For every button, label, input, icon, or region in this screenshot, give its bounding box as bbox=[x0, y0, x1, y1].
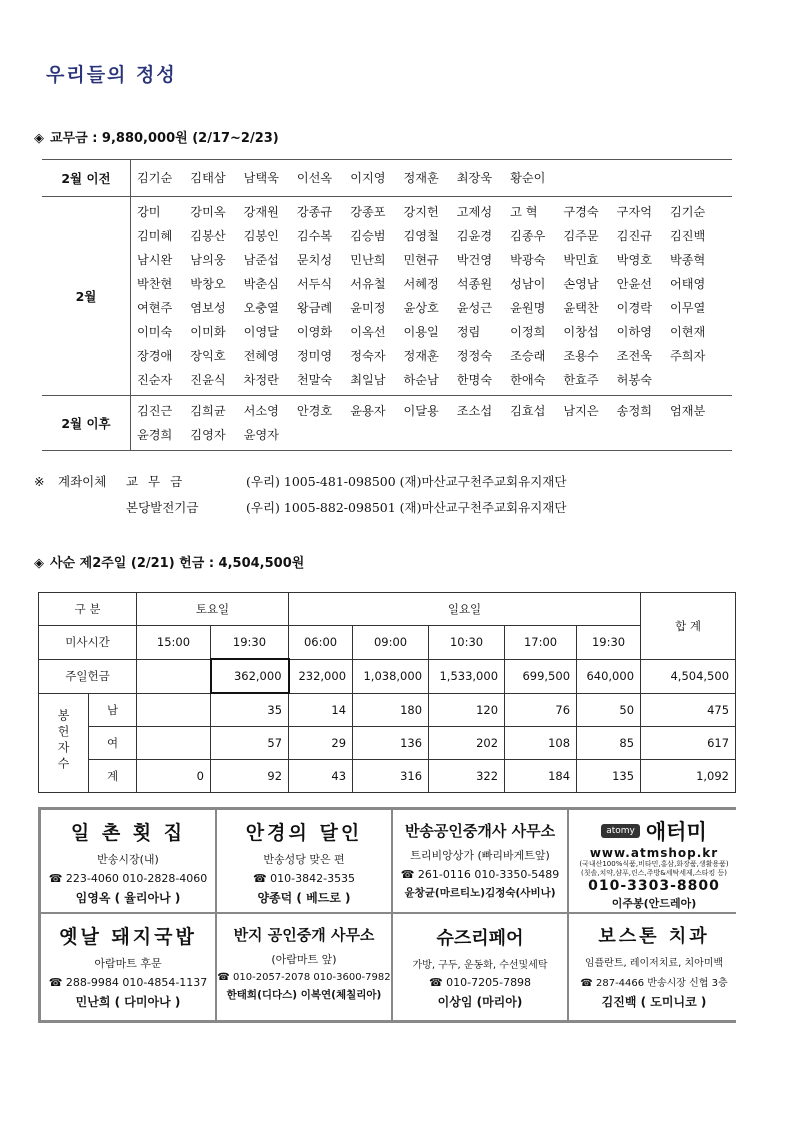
donor-name: 이달용 bbox=[403, 404, 439, 418]
donor-name: 한효주 bbox=[563, 373, 599, 387]
donor-name: 조소섭 bbox=[456, 404, 493, 418]
donor-name: 김기순 bbox=[137, 171, 173, 185]
ad-sub: 반송성당 맞은 편 bbox=[263, 853, 345, 866]
dues-names-table bbox=[42, 159, 732, 451]
ad-tel: ☎ 287-4466 반송시장 신협 3층 bbox=[580, 978, 728, 989]
time-cell: 15:00 bbox=[137, 626, 211, 660]
donor-name: 김진근 bbox=[137, 404, 173, 418]
value-cell: 108 bbox=[505, 727, 577, 760]
donor-name: 이지영 bbox=[350, 171, 386, 185]
value-cell: 184 bbox=[505, 760, 577, 793]
ad-name: 반지 공인중개 사무소 bbox=[233, 926, 375, 944]
ad-tel: ☎ 288-9984 010-4854-1137 bbox=[48, 976, 208, 989]
donor-name: 강종포 bbox=[350, 205, 386, 219]
ad-sub: 가방, 구두, 운동화, 수선및세탁 bbox=[412, 960, 548, 971]
donor-name: 김주문 bbox=[563, 229, 599, 243]
donor-name: 윤경희 bbox=[137, 428, 173, 442]
donor-name: 왕금례 bbox=[296, 301, 333, 315]
time-cell: 17:00 bbox=[505, 626, 577, 660]
atomy-logo bbox=[569, 816, 739, 846]
donor-name: 여현주 bbox=[137, 301, 173, 315]
value-cell: 322 bbox=[429, 760, 505, 793]
ad-name: 옛날 돼지국밥 bbox=[59, 926, 197, 948]
donor-name: 석종원 bbox=[456, 277, 493, 291]
donor-name: 강미옥 bbox=[190, 205, 226, 219]
total-header: 합 계 bbox=[641, 593, 736, 660]
donor-name: 서혜정 bbox=[403, 277, 439, 291]
donor-name: 김기순 bbox=[669, 205, 706, 219]
donor-name: 김영자 bbox=[190, 428, 226, 442]
donor-name: 손영남 bbox=[563, 277, 599, 291]
donor-name: 김봉산 bbox=[190, 229, 226, 243]
names-list bbox=[131, 160, 733, 197]
value-cell: 136 bbox=[353, 727, 429, 760]
ad-name: 반송공인중개사 사무소 bbox=[404, 822, 556, 840]
row-label: 2월 bbox=[42, 197, 131, 396]
donor-name: 정림 bbox=[456, 325, 481, 339]
sunday-header: 일요일 bbox=[289, 593, 641, 626]
value-cell: 43 bbox=[289, 760, 353, 793]
donor-name: 김영철 bbox=[403, 229, 439, 243]
table-row bbox=[42, 160, 732, 197]
ad-sub: 반송시장(내) bbox=[97, 853, 159, 866]
donor-name: 이미화 bbox=[190, 325, 226, 339]
donor-name: 박광숙 bbox=[510, 253, 546, 267]
donor-label: 봉헌자수 bbox=[56, 709, 70, 774]
value-cell: 50 bbox=[577, 693, 641, 727]
cash-cell: 1,533,000 bbox=[429, 659, 505, 693]
ad-owner: 양종덕 ( 베드로 ) bbox=[257, 891, 351, 905]
donor-name: 윤원명 bbox=[510, 301, 546, 315]
donor-name: 김진규 bbox=[616, 229, 652, 243]
ad-sub: 임플란트, 레이저치료, 치아미백 bbox=[584, 958, 724, 969]
ad-name: 안경의 달인 bbox=[245, 822, 363, 844]
donor-name: 김봉인 bbox=[243, 229, 279, 243]
ad-sub: 트리비앙상가 (빠리바게트앞) bbox=[410, 849, 550, 862]
value-cell: 14 bbox=[289, 693, 353, 727]
ad-glasses bbox=[217, 810, 391, 912]
cash-cell bbox=[137, 659, 211, 693]
donor-name: 문치성 bbox=[296, 253, 333, 267]
donor-name: 남시완 bbox=[137, 253, 173, 267]
donor-name: 윤성근 bbox=[456, 301, 493, 315]
ad-boston-dental bbox=[569, 914, 739, 1020]
names-list bbox=[131, 197, 733, 396]
donor-name: 정숙자 bbox=[350, 349, 386, 363]
ad-name: 보스톤 치과 bbox=[598, 926, 710, 947]
saturday-header: 토요일 bbox=[137, 593, 289, 626]
donor-name: 민현규 bbox=[403, 253, 439, 267]
value-cell bbox=[137, 693, 211, 727]
ad-realty-banji bbox=[217, 914, 391, 1020]
value-cell: 202 bbox=[429, 727, 505, 760]
donor-name: 염보성 bbox=[190, 301, 226, 315]
donor-name: 이하영 bbox=[616, 325, 652, 339]
ad-desc: (국내산100%식품,비타민,홍삼,화장품,생활용품) bbox=[579, 860, 729, 868]
donor-name: 남지은 bbox=[563, 404, 599, 418]
bank-label: 본당발전기금 bbox=[126, 500, 199, 515]
donor-name: 강지헌 bbox=[403, 205, 439, 219]
bank-line-2 bbox=[34, 498, 566, 516]
donor-name: 하순남 bbox=[403, 373, 439, 387]
table-row bbox=[39, 760, 736, 793]
value-cell: 120 bbox=[429, 693, 505, 727]
ad-name: 슈즈리페어 bbox=[436, 928, 524, 949]
donor-name: 주희자 bbox=[669, 349, 706, 363]
offering-table bbox=[38, 592, 736, 793]
ad-owner: 김진백 ( 도미니코 ) bbox=[601, 995, 707, 1009]
row-label: 남 bbox=[89, 693, 137, 727]
donor-name: 이미숙 bbox=[137, 325, 173, 339]
ad-shoe-repair bbox=[393, 914, 567, 1020]
donor-name: 이영화 bbox=[296, 325, 333, 339]
donor-name: 김태삼 bbox=[190, 171, 226, 185]
value-cell: 135 bbox=[577, 760, 641, 793]
donor-name: 천말숙 bbox=[296, 373, 333, 387]
donor-name: 남의웅 bbox=[190, 253, 226, 267]
ad-owner: 민난희 ( 다미아나 ) bbox=[75, 995, 181, 1009]
time-cell: 19:30 bbox=[577, 626, 641, 660]
table-row bbox=[39, 659, 736, 693]
donor-name: 이무열 bbox=[669, 301, 706, 315]
value-cell: 316 bbox=[353, 760, 429, 793]
donor-name: 김진백 bbox=[669, 229, 706, 243]
cash-cell: 640,000 bbox=[577, 659, 641, 693]
ad-sub: 아람마트 후문 bbox=[94, 957, 162, 970]
value-cell: 617 bbox=[641, 727, 736, 760]
row-label: 여 bbox=[89, 727, 137, 760]
row-label: 2월 이전 bbox=[42, 160, 131, 197]
ad-tel: ☎ 261-0116 010-3350-5489 bbox=[400, 868, 560, 881]
donor-name: 장경애 bbox=[137, 349, 173, 363]
value-cell: 1,092 bbox=[641, 760, 736, 793]
value-cell: 57 bbox=[211, 727, 289, 760]
ad-atomy bbox=[569, 810, 739, 912]
row-label: 계 bbox=[89, 760, 137, 793]
bank-account: (우리) 1005-882-098501 (재)마산교구천주교회유지재단 bbox=[246, 500, 567, 515]
ad-sub: (아람마트 앞) bbox=[271, 953, 337, 966]
ad-realty-bansong bbox=[393, 810, 567, 912]
ad-gukbap bbox=[41, 914, 215, 1020]
donor-name: 한애숙 bbox=[510, 373, 546, 387]
donor-name: 윤미정 bbox=[350, 301, 386, 315]
donor-name: 조전욱 bbox=[616, 349, 652, 363]
donor-name: 조승래 bbox=[510, 349, 546, 363]
donor-name: 김수복 bbox=[296, 229, 333, 243]
donor-name: 민난희 bbox=[350, 253, 386, 267]
table-row bbox=[39, 626, 736, 660]
donor-name: 김미혜 bbox=[137, 229, 173, 243]
time-cell: 19:30 bbox=[211, 626, 289, 660]
donor-name: 성남이 bbox=[510, 277, 546, 291]
donor-name: 김효섭 bbox=[510, 404, 546, 418]
donor-name: 전혜영 bbox=[243, 349, 279, 363]
donor-name: 이선옥 bbox=[296, 171, 333, 185]
value-cell: 0 bbox=[137, 760, 211, 793]
cash-label: 주일헌금 bbox=[39, 659, 137, 693]
donor-name: 남준섭 bbox=[243, 253, 279, 267]
row-label: 2월 이후 bbox=[42, 396, 131, 451]
donor-name: 정재훈 bbox=[403, 349, 439, 363]
donor-name: 이영달 bbox=[243, 325, 279, 339]
donor-name: 김희균 bbox=[190, 404, 226, 418]
table-row bbox=[42, 197, 732, 396]
ad-name: 일 촌 횟 집 bbox=[70, 822, 186, 844]
donor-name: 이경락 bbox=[616, 301, 652, 315]
page-title: 우리들의 정성 bbox=[46, 64, 177, 86]
atomy-badge: atomy bbox=[601, 824, 640, 838]
ad-owner: 임영옥 ( 율리아나 ) bbox=[75, 891, 181, 905]
table-row bbox=[42, 396, 732, 451]
names-list bbox=[131, 396, 733, 451]
donor-name: 안윤선 bbox=[616, 277, 652, 291]
ad-desc: (칫솔,치약,샴푸,린스,주방&세탁세제,스타킹 등) bbox=[581, 869, 727, 877]
donor-label-cell bbox=[39, 693, 89, 793]
donor-name: 장익호 bbox=[190, 349, 226, 363]
donor-name: 고제성 bbox=[456, 205, 493, 219]
value-cell bbox=[137, 727, 211, 760]
donor-name: 송정희 bbox=[616, 404, 652, 418]
donor-name: 이용일 bbox=[403, 325, 439, 339]
donor-name: 서유철 bbox=[350, 277, 386, 291]
donor-name: 남택욱 bbox=[243, 171, 279, 185]
donor-name: 진순자 bbox=[137, 373, 173, 387]
donor-name: 김윤경 bbox=[456, 229, 493, 243]
donor-name: 어태영 bbox=[669, 277, 706, 291]
donor-name: 정재훈 bbox=[403, 171, 439, 185]
value-cell: 92 bbox=[211, 760, 289, 793]
diamond-bullet-icon: ◈ bbox=[34, 556, 44, 571]
mass-time-label: 미사시간 bbox=[39, 626, 137, 660]
value-cell: 475 bbox=[641, 693, 736, 727]
ad-url: www.atmshop.kr bbox=[589, 846, 719, 860]
time-cell: 10:30 bbox=[429, 626, 505, 660]
donor-name: 서두식 bbox=[296, 277, 333, 291]
donor-name: 조용수 bbox=[563, 349, 599, 363]
donor-name: 김종우 bbox=[510, 229, 546, 243]
donor-name: 윤상호 bbox=[403, 301, 439, 315]
time-cell: 09:00 bbox=[353, 626, 429, 660]
ad-owner: 이상임 (마리아) bbox=[437, 995, 523, 1009]
diamond-bullet-icon: ◈ bbox=[34, 131, 44, 146]
donor-name: 강미 bbox=[137, 205, 161, 219]
bank-line-1 bbox=[34, 472, 566, 490]
ad-tel: 010-3303-8800 bbox=[588, 878, 720, 894]
donor-name: 강재원 bbox=[243, 205, 279, 219]
donor-name: 윤용자 bbox=[350, 404, 386, 418]
donor-name: 진윤식 bbox=[190, 373, 226, 387]
donor-name: 박종혁 bbox=[669, 253, 706, 267]
offering-heading bbox=[34, 552, 304, 571]
group-header: 구 분 bbox=[39, 593, 137, 626]
donor-name: 정정숙 bbox=[456, 349, 493, 363]
table-row bbox=[39, 593, 736, 626]
value-cell: 29 bbox=[289, 727, 353, 760]
value-cell: 85 bbox=[577, 727, 641, 760]
cash-cell: 699,500 bbox=[505, 659, 577, 693]
donor-name: 박찬현 bbox=[137, 277, 173, 291]
ad-tel: ☎ 010-2057-2078 010-3600-7982 bbox=[217, 972, 391, 983]
donor-name: 박창오 bbox=[190, 277, 226, 291]
ad-owner: 한태희(디다스) 이복연(체칠리아) bbox=[226, 989, 382, 1001]
cash-cell: 362,000 bbox=[211, 659, 289, 693]
donor-name: 이현재 bbox=[669, 325, 706, 339]
donor-name: 구경숙 bbox=[563, 205, 599, 219]
value-cell: 35 bbox=[211, 693, 289, 727]
bank-account: (우리) 1005-481-098500 (재)마산교구천주교회유지재단 bbox=[246, 474, 567, 489]
ad-tel: ☎ 010-3842-3535 bbox=[252, 872, 356, 885]
ad-owner: 이주봉(안드레아) bbox=[611, 897, 697, 910]
donor-name: 정미영 bbox=[296, 349, 333, 363]
ads-grid bbox=[38, 807, 736, 1023]
ad-tel: ☎ 223-4060 010-2828-4060 bbox=[48, 872, 208, 885]
donor-name: 최장욱 bbox=[456, 171, 493, 185]
donor-name: 윤택찬 bbox=[563, 301, 599, 315]
value-cell: 180 bbox=[353, 693, 429, 727]
donor-name: 강종규 bbox=[296, 205, 333, 219]
cash-cell: 232,000 bbox=[289, 659, 353, 693]
dues-heading bbox=[34, 127, 279, 146]
note-mark: ※ bbox=[34, 474, 45, 489]
ad-owner: 윤창균(마르티노)김정숙(사비나) bbox=[404, 887, 556, 899]
donor-name: 이정희 bbox=[510, 325, 546, 339]
donor-name: 박영호 bbox=[616, 253, 652, 267]
donor-name: 박춘심 bbox=[243, 277, 279, 291]
donor-name: 황순이 bbox=[510, 171, 546, 185]
cash-cell: 1,038,000 bbox=[353, 659, 429, 693]
donor-name: 윤영자 bbox=[243, 428, 279, 442]
bank-label: 교 무 금 bbox=[126, 474, 186, 489]
ad-ilchon bbox=[41, 810, 215, 912]
donor-name: 구자억 bbox=[616, 205, 652, 219]
donor-name: 허봉숙 bbox=[616, 373, 652, 387]
donor-name: 차정란 bbox=[243, 373, 279, 387]
donor-name: 안경호 bbox=[296, 404, 333, 418]
donor-name: 고 혁 bbox=[510, 205, 538, 219]
ad-tel: ☎ 010-7205-7898 bbox=[428, 976, 532, 989]
donor-name: 박민효 bbox=[563, 253, 599, 267]
donor-name: 서소영 bbox=[243, 404, 279, 418]
offering-heading-text: 사순 제2주일 (2/21) 헌금 : 4,504,500원 bbox=[50, 556, 305, 571]
dues-heading-text: 교무금 : 9,880,000원 (2/17~2/23) bbox=[50, 131, 279, 146]
ad-name: 애터미 bbox=[645, 820, 707, 844]
cash-cell: 4,504,500 bbox=[641, 659, 736, 693]
donor-name: 이옥선 bbox=[350, 325, 386, 339]
donor-name: 최일남 bbox=[350, 373, 386, 387]
bank-prefix: 계좌이체 bbox=[58, 474, 107, 489]
table-row bbox=[39, 693, 736, 727]
donor-name: 한명숙 bbox=[456, 373, 493, 387]
donor-name: 오충열 bbox=[243, 301, 279, 315]
donor-name: 엄재분 bbox=[669, 404, 706, 418]
donor-name: 이창섭 bbox=[563, 325, 599, 339]
table-row bbox=[39, 727, 736, 760]
time-cell: 06:00 bbox=[289, 626, 353, 660]
donor-name: 김승범 bbox=[350, 229, 386, 243]
donor-name: 박건영 bbox=[456, 253, 493, 267]
value-cell: 76 bbox=[505, 693, 577, 727]
